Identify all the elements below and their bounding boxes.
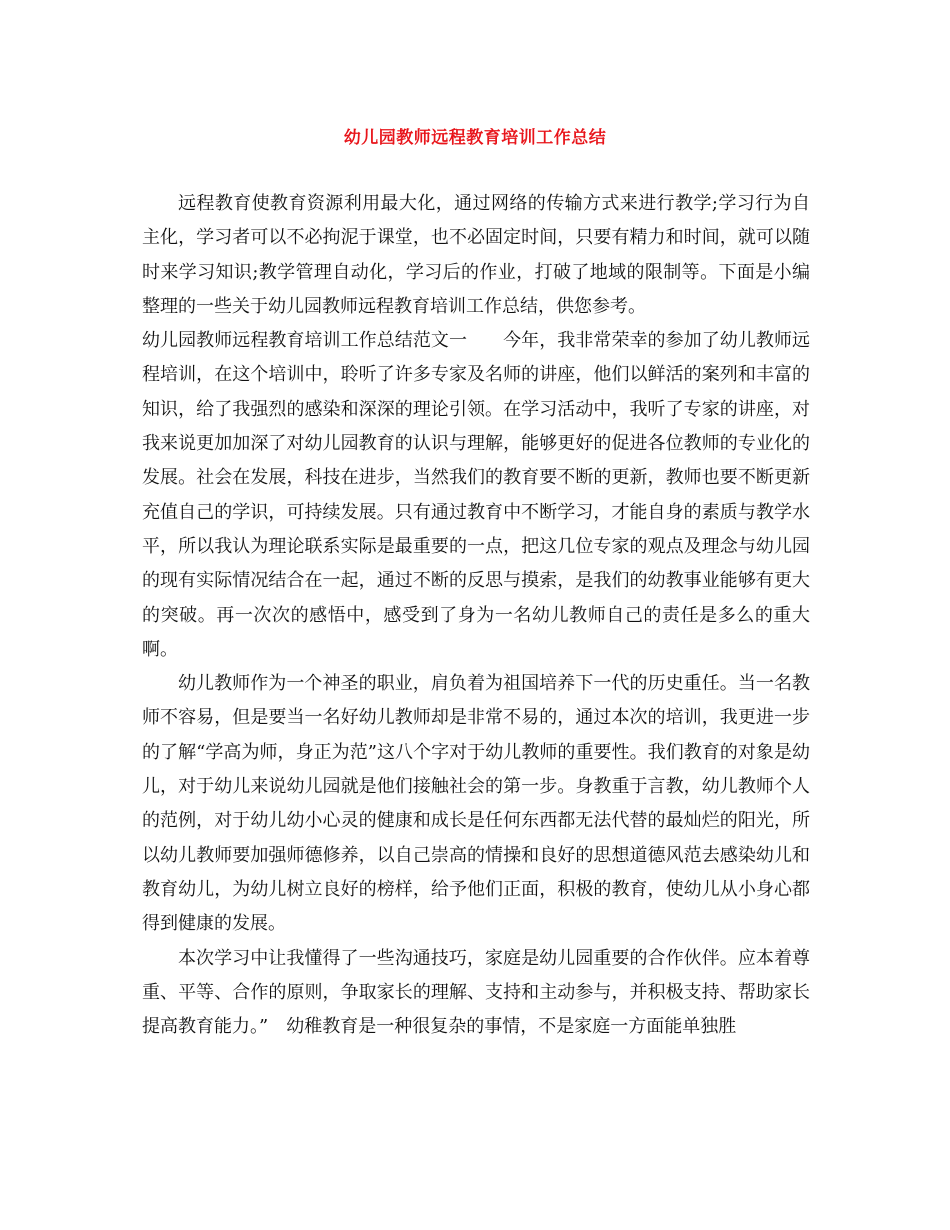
document-title: 幼儿园教师远程教育培训工作总结	[343, 128, 607, 148]
paragraph-teacher-role: 幼儿教师作为一个神圣的职业，肩负着为祖国培养下一代的历史重任。当一名教师不容易，但是要当一名好幼儿教师却是非常不易的，通过本次的培训，我更进一步的了解“学高为师，身正为范”这八个字对于幼儿教师的重要性。我们教育的对象是幼儿，对于幼儿来说幼儿园就是他们接触社会的第一步。身教重于言教，幼儿教师个人的范例，对于幼儿幼小心灵的健康和成长是任何东西都无法代替的最灿烂的阳光，所以幼儿教师要加强师德修养，以自己崇高的情操和良好的思想道德风范去感染幼儿和教育幼儿，为幼儿树立良好的榜样，给予他们正面，积极的教育，使幼儿从小身心都得到健康的发展。	[142, 673, 810, 935]
paragraph-intro: 远程教育使教育资源利用最大化，通过网络的传输方式来进行教学;学习行为自主化，学习者可以不必拘泥于课堂，也不必固定时间，只要有精力和时间，就可以随时来学习知识;教学管理自动化，学习后的作业，打破了地域的限制等。下面是小编整理的一些关于幼儿园教师远程教育培训工作总结，供您参考。	[142, 193, 810, 317]
document-body	[142, 187, 810, 1044]
paragraph-communication: 本次学习中让我懂得了一些沟通技巧，家庭是幼儿园重要的合作伙伴。应本着尊重、平等、合作的原则，争取家长的理解、支持和主动参与，并积极支持、帮助家长提高教育能力。” 幼稚教育是一种很复杂的事情，不是家庭一方面能单独胜	[142, 947, 810, 1038]
paragraph-sample-one: 幼儿园教师远程教育培训工作总结范文一 今年，我非常荣幸的参加了幼儿教师远程培训，在这个培训中，聆听了许多专家及名师的讲座，他们以鲜活的案列和丰富的知识，给了我强烈的感染和深深的理论引领。在学习活动中，我听了专家的讲座，对我来说更加加深了对幼儿园教育的认识与理解，能够更好的促进各位教师的专业化的发展。社会在发展，科技在进步，当然我们的教育要不断的更新，教师也要不断更新充值自己的学识，可持续发展。只有通过教育中不断学习，才能自身的素质与教学水平，所以我认为理论联系实际是最重要的一点，把这几位专家的观点及理念与幼儿园的现有实际情况结合在一起，通过不断的反思与摸索，是我们的幼教事业能够有更大的突破。再一次次的感悟中，感受到了身为一名幼儿教师自己的责任是多么的重大啊。	[142, 330, 810, 660]
